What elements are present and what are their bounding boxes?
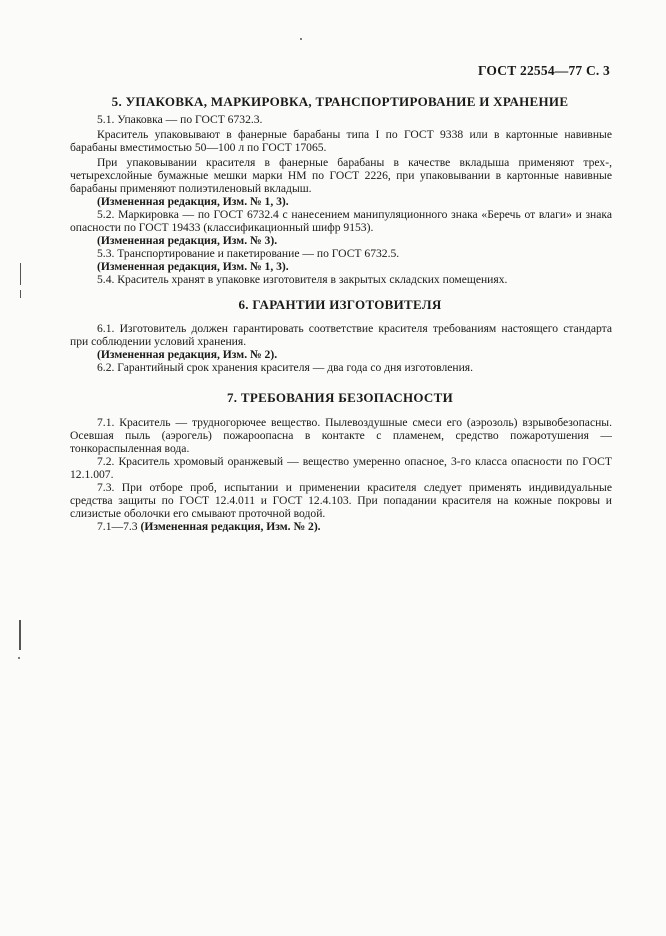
- section-7-title: 7. ТРЕБОВАНИЯ БЕЗОПАСНОСТИ: [227, 390, 453, 405]
- page-header: ГОСТ 22554—77 С. 3: [477, 63, 610, 78]
- paragraph-6-1: 6.1. Изготовитель должен гарантировать соответствие красителя требованиям настоящего стандарта при соблюдении условий хранения.: [70, 322, 612, 348]
- scan-mark: [19, 620, 21, 650]
- paragraph-6-2: 6.2. Гарантийный срок хранения красителя — два года со дня изготовления.: [97, 361, 474, 374]
- section-5-title: 5. УПАКОВКА, МАРКИРОВКА, ТРАНСПОРТИРОВАНИЕ И ХРАНЕНИЕ: [111, 94, 569, 109]
- section-5-body: [70, 113, 612, 286]
- amendment-note-7: [70, 520, 612, 533]
- paragraph-5-2: 5.2. Маркировка — по ГОСТ 6732.4 с нанесением манипуляционного знака «Беречь от влаги» и знака опасности по ГОСТ 19433 (классификационный шифр 9153).: [70, 208, 612, 234]
- section-6-body: [70, 322, 612, 374]
- amendment-note-6-1: (Измененная редакция, Изм. № 2).: [97, 348, 278, 361]
- amendment-note-5-1: (Измененная редакция, Изм. № 1, 3).: [97, 195, 289, 208]
- paragraph-5-1-liner: При упаковывании красителя в фанерные барабаны в качестве вкладыша применяют трех-, четырехслойные бумажные мешки марки НМ по ГОСТ 2226, при упаковывании в картонные навивные барабаны применяют полиэтиленовый вкладыш.: [70, 156, 612, 195]
- scan-mark: [20, 263, 21, 285]
- section-6-title: 6. ГАРАНТИИ ИЗГОТОВИТЕЛЯ: [238, 297, 442, 312]
- paragraph-5-1-packaging: Краситель упаковывают в фанерные барабаны типа I по ГОСТ 9338 или в картонные навивные барабаны вместимостью 50—100 л по ГОСТ 17065.: [70, 128, 612, 154]
- scan-speck: [18, 657, 20, 659]
- paragraph-7-2: 7.2. Краситель хромовый оранжевый — вещество умеренно опасное, 3-го класса опасности по ГОСТ 12.1.007.: [70, 455, 612, 481]
- amendment-range: 7.1—7.3: [97, 520, 138, 533]
- amendment-note-5-3: (Измененная редакция, Изм. № 1, 3).: [97, 260, 289, 273]
- paragraph-5-1: 5.1. Упаковка — по ГОСТ 6732.3.: [97, 113, 263, 126]
- amendment-text: (Измененная редакция, Изм. № 2).: [140, 520, 321, 533]
- paragraph-5-3: 5.3. Транспортирование и пакетирование — по ГОСТ 6732.5.: [97, 247, 400, 260]
- amendment-note-5-2: (Измененная редакция, Изм. № 3).: [97, 234, 278, 247]
- paragraph-7-1: 7.1. Краситель — трудногорючее вещество. Пылевоздушные смеси его (аэрозоль) взрывобезопасны. Осевшая пыль (аэрогель) пожароопасна в контакте с пламенем, средство пожаротушения — тонкораспыленная вода.: [70, 416, 612, 455]
- paragraph-7-3: 7.3. При отборе проб, испытании и применении красителя следует применять индивидуальные средства защиты по ГОСТ 12.4.011 и ГОСТ 12.4.103. При попадании красителя на кожные покровы и слизистые оболочки его смывают проточной водой.: [70, 481, 612, 520]
- paragraph-5-4: 5.4. Краситель хранят в упаковке изготовителя в закрытых складских помещениях.: [97, 273, 508, 286]
- scan-mark: [20, 290, 21, 298]
- scan-speck: [300, 38, 302, 40]
- section-7-body: [70, 416, 612, 533]
